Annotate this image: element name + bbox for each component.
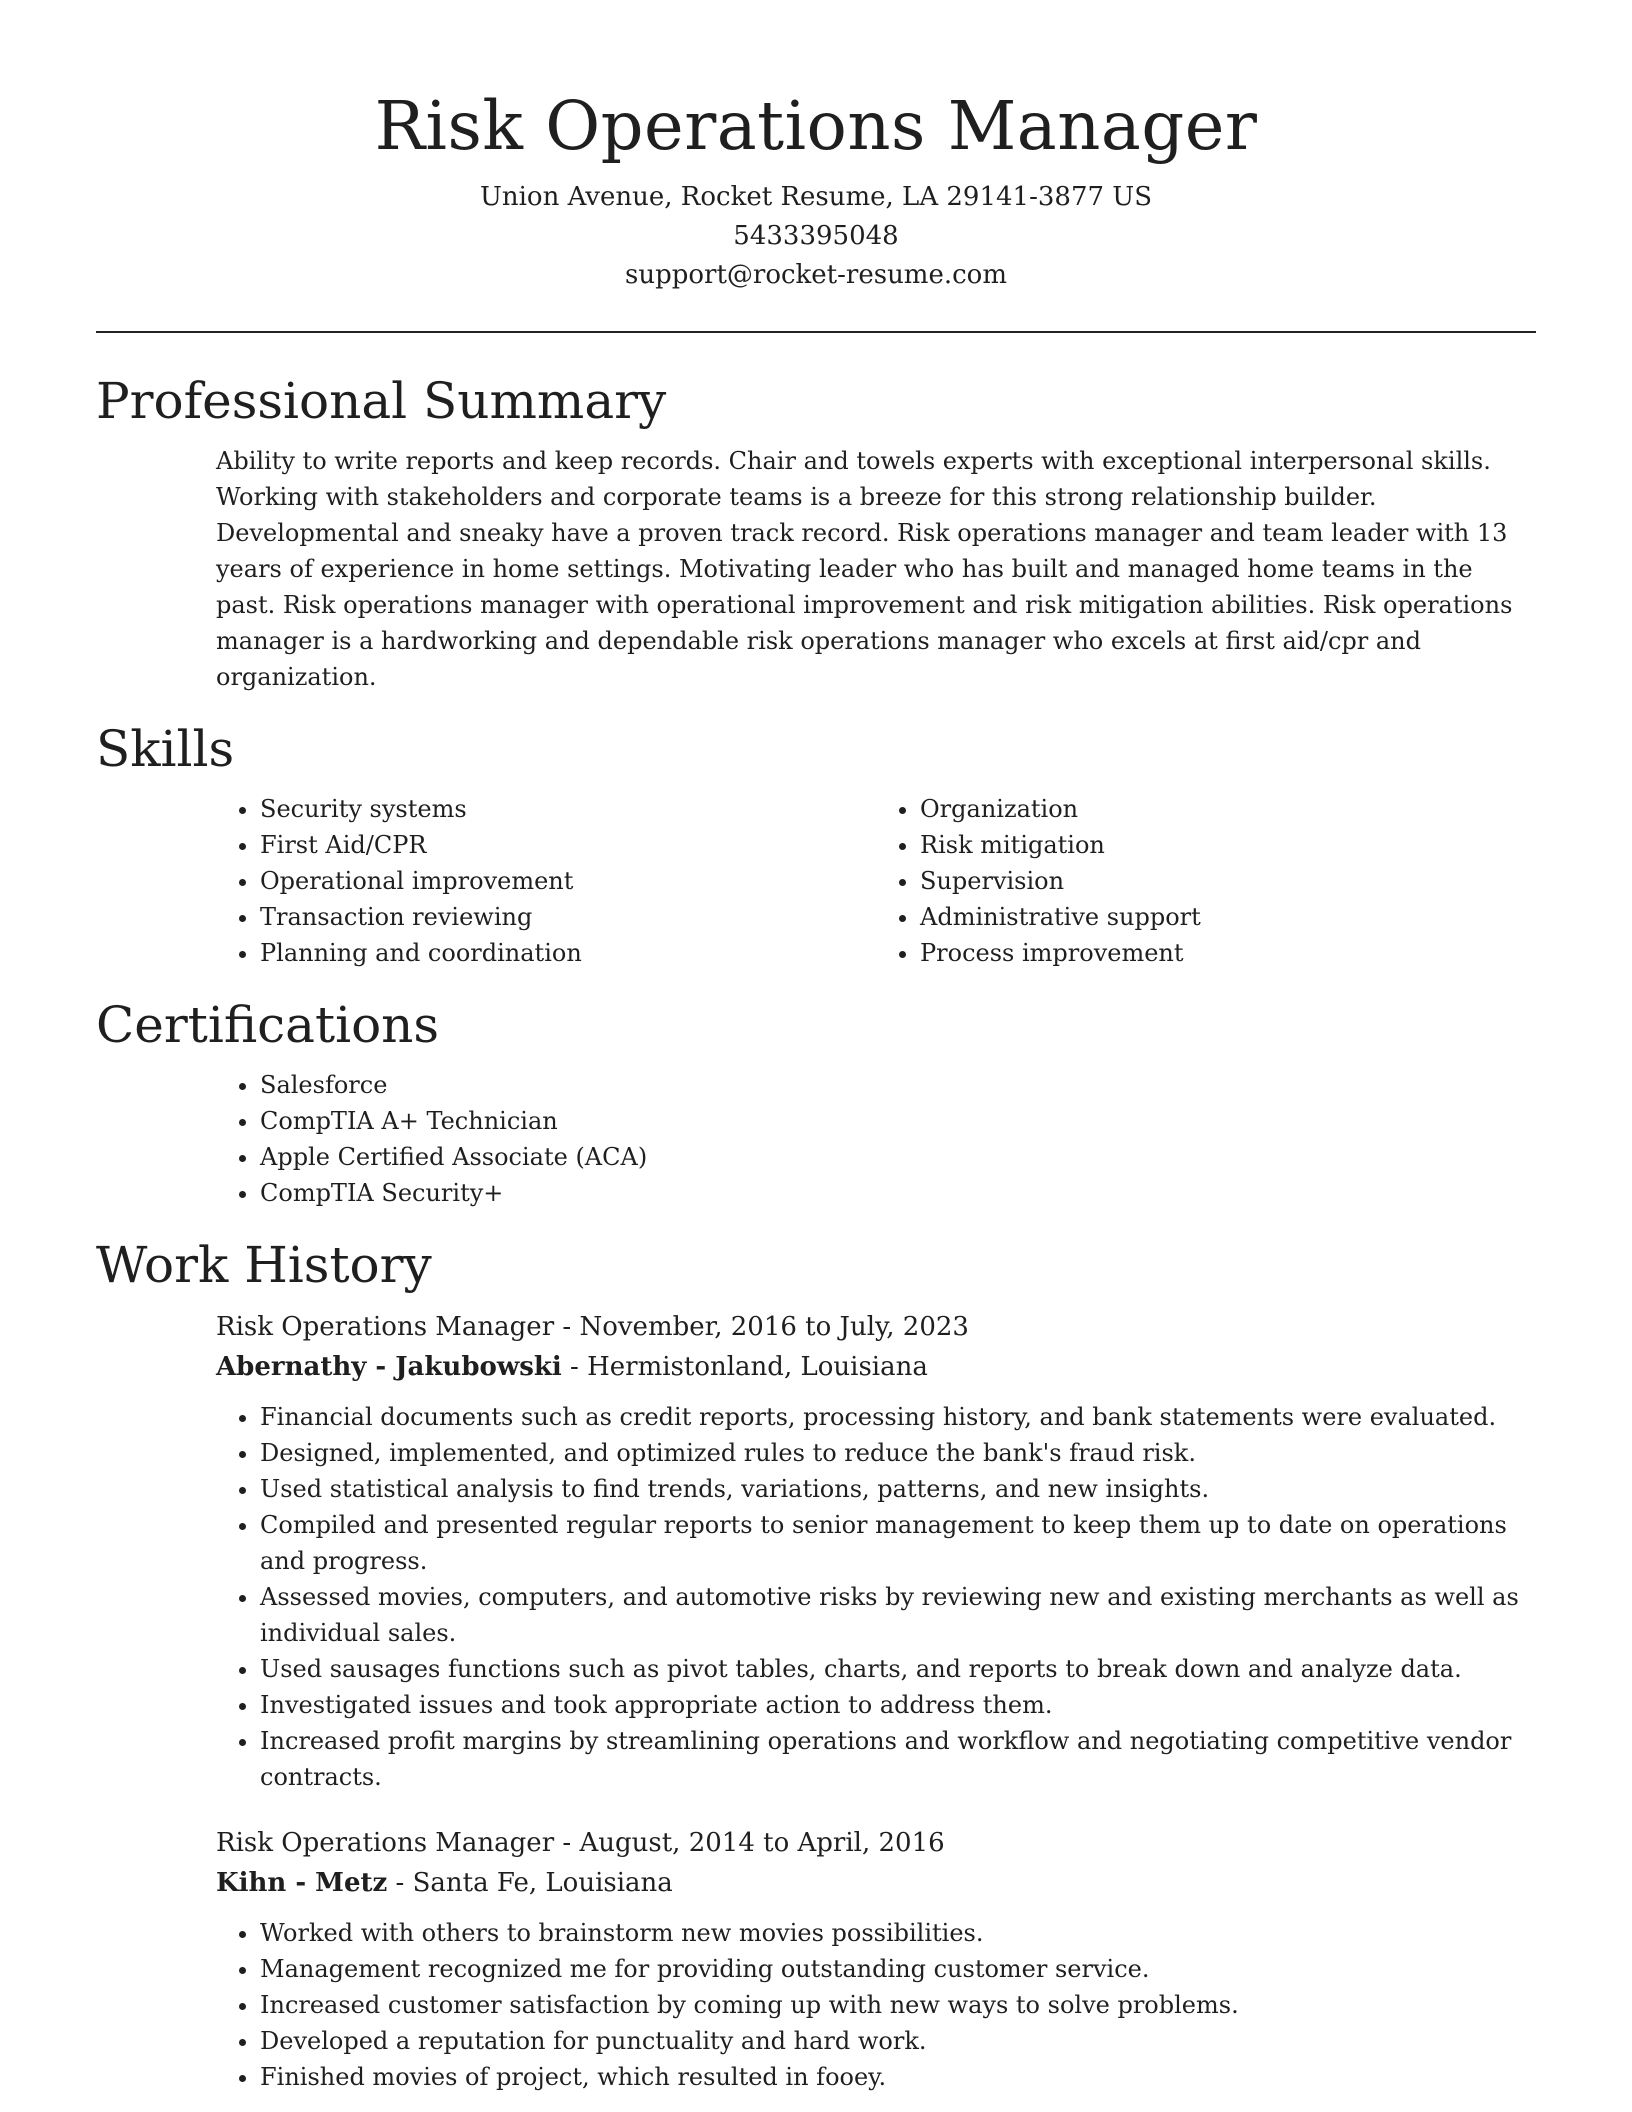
skill-item: • Supervision [920, 863, 1536, 899]
resume-header [96, 0, 1536, 295]
job-bullet: • Compiled and presented regular reports to senior management to keep them up to date on operations and progress. [260, 1507, 1536, 1579]
skill-item: • Process improvement [920, 935, 1536, 971]
work-history-heading: Work History [96, 1236, 432, 1294]
skill-item: • First Aid/CPR [260, 827, 876, 863]
job-bullets [216, 1915, 1536, 2095]
skills-list-left [216, 791, 876, 971]
job-bullet: • Finished movies of project, which resulted in fooey. [260, 2059, 1536, 2095]
skills-list-right [876, 791, 1536, 971]
candidate-title: Risk Operations Manager [374, 87, 1258, 165]
job-entry [216, 1307, 1536, 1795]
work-history-section [96, 1233, 1536, 2095]
job-bullet: • Used sausages functions such as pivot tables, charts, and reports to break down and analyze data. [260, 1651, 1536, 1687]
job-bullet: • Increased customer satisfaction by coming up with new ways to solve problems. [260, 1987, 1536, 2023]
job-bullet: • Financial documents such as credit reports, processing history, and bank statements were evaluated. [260, 1399, 1536, 1435]
skill-item: • Planning and coordination [260, 935, 876, 971]
job-bullet: • Assessed movies, computers, and automotive risks by reviewing new and existing merchants as well as individual sales. [260, 1579, 1536, 1651]
job-bullet: • Developed a reputation for punctuality and hard work. [260, 2023, 1536, 2059]
job-bullet: • Investigated issues and took appropriate action to address them. [260, 1687, 1536, 1723]
contact-address: Union Avenue, Rocket Resume, LA 29141-3877 US [479, 182, 1153, 212]
certifications-heading: Certifications [96, 996, 440, 1054]
skill-item: • Administrative support [920, 899, 1536, 935]
job-dates: August, 2014 to April, 2016 [579, 1828, 945, 1858]
skill-item: • Transaction reviewing [260, 899, 876, 935]
contact-email: support@rocket-resume.com [624, 260, 1007, 290]
job-bullet: • Used statistical analysis to find trends, variations, patterns, and new insights. [260, 1471, 1536, 1507]
certification-item: • Salesforce [260, 1067, 1536, 1103]
skill-item: • Risk mitigation [920, 827, 1536, 863]
skill-item: • Operational improvement [260, 863, 876, 899]
job-bullet: • Designed, implemented, and optimized rules to reduce the bank's fraud risk. [260, 1435, 1536, 1471]
summary-heading: Professional Summary [96, 372, 667, 430]
job-company-line: Kihn - Metz - Santa Fe, Louisiana [216, 1868, 673, 1898]
certification-item: • CompTIA A+ Technician [260, 1103, 1536, 1139]
certifications-list [216, 1067, 1536, 1211]
job-title: Risk Operations Manager [216, 1312, 555, 1342]
certification-item: • CompTIA Security+ [260, 1175, 1536, 1211]
job-bullets [216, 1399, 1536, 1795]
skill-item: • Organization [920, 791, 1536, 827]
job-title-line: Risk Operations Manager - November, 2016 to July, 2023 [216, 1312, 969, 1342]
skills-section [96, 717, 1536, 971]
job-company: Kihn - Metz [216, 1868, 388, 1898]
job-bullet: • Worked with others to brainstorm new movies possibilities. [260, 1915, 1536, 1951]
job-title-line: Risk Operations Manager - August, 2014 to April, 2016 [216, 1828, 945, 1858]
job-title: Risk Operations Manager [216, 1828, 555, 1858]
summary-text: Ability to write reports and keep records. Chair and towels experts with exceptional interpersonal skills. Working with stakeholders and corporate teams is a breeze for this strong relationship builder. Developmental and sneaky have a proven track record. Risk operations manager and team leader with 13 years of experience in home settings. Motivating leader who has built and managed home teams in the past. Risk operations manager with operational improvement and risk mitigation abilities. Risk operations manager is a hardworking and dependable risk operations manager who excels at first aid/cpr and organization. [216, 447, 1513, 691]
header-divider [96, 331, 1536, 333]
skill-item: • Security systems [260, 791, 876, 827]
summary-section [96, 369, 1536, 695]
skills-heading: Skills [96, 720, 235, 778]
job-bullet: • Management recognized me for providing outstanding customer service. [260, 1951, 1536, 1987]
contact-phone: 5433395048 [733, 221, 899, 251]
skills-grid [216, 791, 1536, 971]
job-entry [216, 1823, 1536, 2095]
job-location: Santa Fe, Louisiana [412, 1868, 673, 1898]
job-location: Hermistonland, Louisiana [587, 1352, 928, 1382]
job-company: Abernathy - Jakubowski [216, 1352, 562, 1382]
job-dates: November, 2016 to July, 2023 [579, 1312, 969, 1342]
certification-item: • Apple Certified Associate (ACA) [260, 1139, 1536, 1175]
job-company-line: Abernathy - Jakubowski - Hermistonland, Louisiana [216, 1352, 928, 1382]
certifications-section [96, 993, 1536, 1211]
job-bullet: • Increased profit margins by streamlining operations and workflow and negotiating competitive vendor contracts. [260, 1723, 1536, 1795]
